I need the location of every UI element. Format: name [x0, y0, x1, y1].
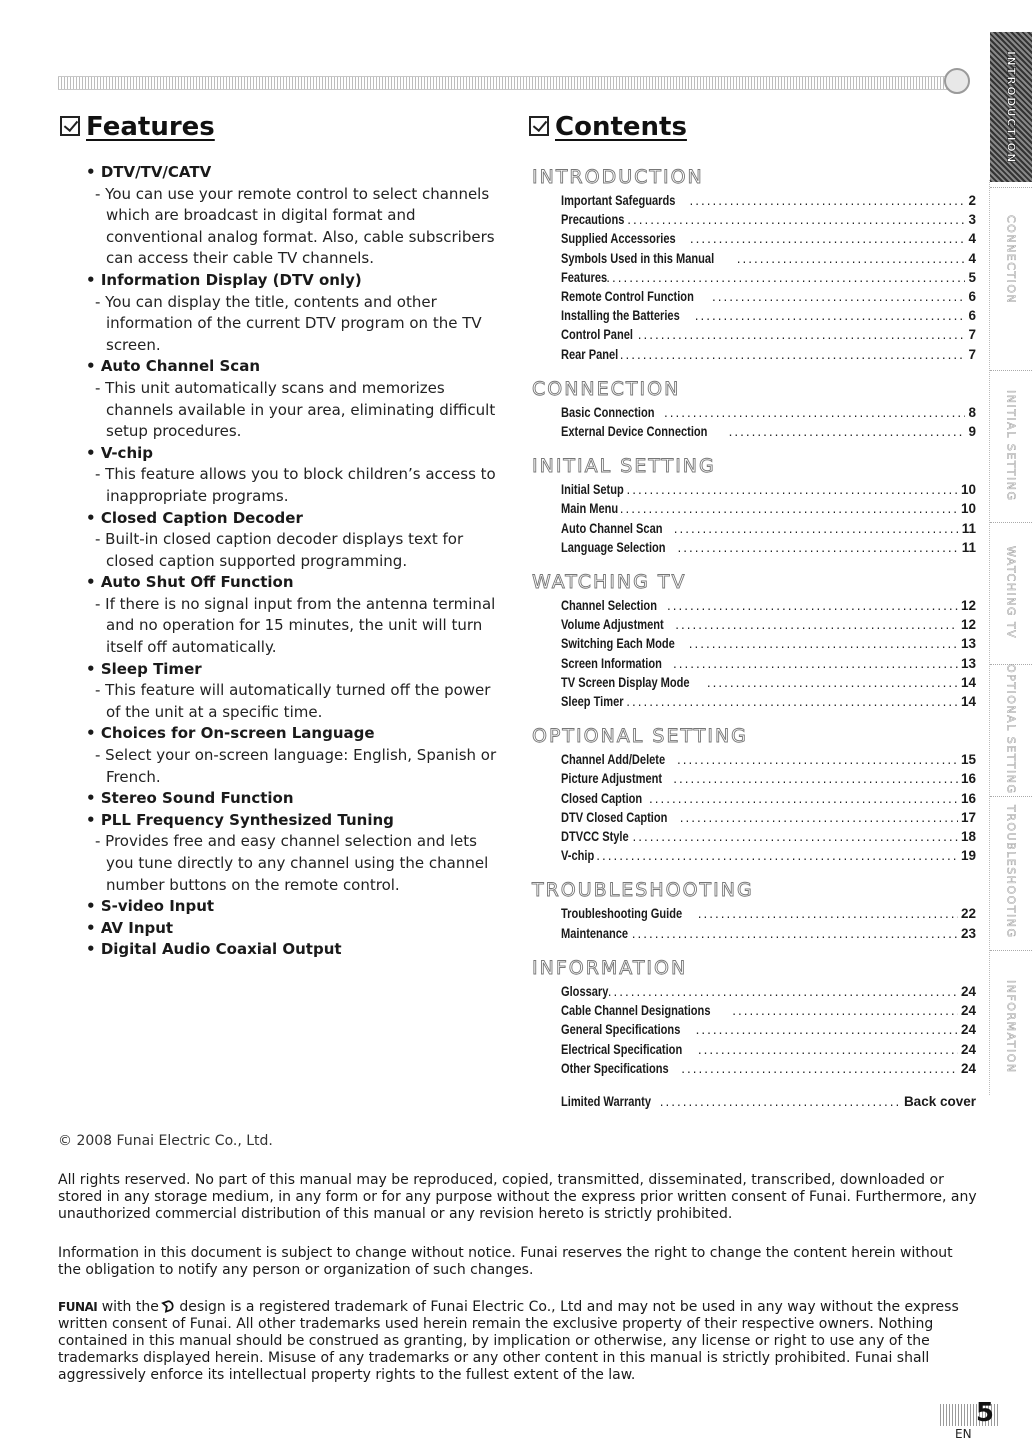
toc-entry[interactable]: [532, 499, 976, 518]
toc-entry-page: 14: [960, 674, 976, 690]
toc-leader-dots: [620, 499, 958, 518]
toc-entry-page: 11: [961, 520, 976, 536]
side-tabs: [986, 32, 1032, 1102]
toc-entry[interactable]: [532, 306, 976, 325]
toc-leader-dots: [696, 1020, 958, 1039]
toc-entry[interactable]: [532, 769, 976, 788]
toc-entry-title: Other Specifications: [561, 1060, 669, 1076]
side-tab-troubleshooting[interactable]: [990, 796, 1032, 946]
toc-entry-title: Electrical Specification: [561, 1041, 683, 1057]
notice-paragraph: Information in this document is subject to change without notice. Funai reserves the right to change the content herein without the obligation to notify any person or organization of such changes.: [58, 1245, 953, 1278]
feature-description: - If there is no signal input from the antenna terminal and no operation for 15 minutes, the unit will turn itself off automatically.: [95, 594, 496, 657]
side-tab-label: INFORMATION: [1004, 979, 1018, 1074]
toc-entry-title: Sleep Timer: [561, 694, 624, 710]
toc-entry[interactable]: [532, 268, 976, 287]
toc-entry-page: 16: [960, 771, 976, 787]
toc-entry[interactable]: [532, 654, 976, 673]
toc-leader-dots: [674, 519, 959, 538]
toc-section-heading: INFORMATION: [532, 956, 688, 979]
toc-entry-title: Cable Channel Designations: [561, 1003, 711, 1019]
toc-entry-page: 10: [960, 482, 976, 498]
toc-entry[interactable]: [532, 1020, 976, 1039]
checkbox-icon: [60, 116, 80, 136]
toc-entry-page: 24: [960, 1003, 976, 1019]
feature-title: • Auto Shut Off Function: [86, 572, 506, 594]
rights-paragraph: All rights reserved. No part of this manual may be reproduced, copied, transmitted, disseminated, transcribed, downloaded or stored in any storage medium, in any form or for any purpose without the express prior written consent of Funai. Furthermore, any unauthorized commercial distribution of this manual or any revision hereto is strictly prohibited.: [58, 1172, 977, 1222]
feature-title: • Choices for On-screen Language: [86, 723, 506, 745]
toc-entry-title: Rear Panel: [561, 346, 619, 362]
feature-title: • AV Input: [86, 918, 506, 940]
feature-description: - This feature allows you to block children’s access to inappropriate programs.: [95, 465, 496, 505]
toc-section: [532, 876, 976, 942]
copyright: © 2008 Funai Electric Co., Ltd.: [58, 1133, 273, 1149]
toc-leader-dots: [698, 904, 958, 923]
feature-title: • Closed Caption Decoder: [86, 508, 506, 530]
toc-entry-page: 17: [960, 809, 976, 825]
toc-entry[interactable]: [532, 846, 976, 865]
feature-title: • Auto Channel Scan: [86, 356, 506, 378]
toc-entry[interactable]: [532, 191, 976, 210]
toc-entry-title: Symbols Used in this Manual: [561, 250, 715, 266]
toc-entry-page: 15: [960, 752, 976, 768]
toc-entry-title: TV Screen Display Mode: [561, 674, 690, 690]
toc-section-heading: OPTIONAL SETTING: [532, 725, 748, 748]
toc-entry-title: Channel Selection: [561, 598, 657, 614]
feature-title: • Digital Audio Coaxial Output: [86, 939, 506, 961]
toc-entry-page: 6: [968, 308, 976, 324]
side-tab-connection[interactable]: [990, 187, 1032, 332]
feature-title: • S-video Input: [86, 896, 506, 918]
toc-leader-dots: [690, 229, 966, 248]
toc-entry-page: 6: [968, 289, 976, 305]
toc-entry-title: Troubleshooting Guide: [561, 906, 683, 922]
toc-entry-page: 13: [960, 636, 976, 652]
toc-section-heading: TROUBLESHOOTING: [532, 879, 754, 902]
toc-entry[interactable]: [532, 1001, 976, 1020]
header-rule: [58, 76, 958, 90]
toc-leader-dots: [673, 654, 958, 673]
side-tab-label: WATCHING TV: [1004, 545, 1018, 640]
toc-entry-title: General Specifications: [561, 1022, 681, 1038]
toc-leader-dots: [681, 1059, 958, 1078]
toc-entry-title: Remote Control Function: [561, 289, 694, 305]
side-tab-label: INITIAL SETTING: [1004, 389, 1018, 502]
toc-entry[interactable]: [532, 1059, 976, 1078]
toc-entry-page: 9: [968, 424, 976, 440]
funai-logo-icon: ᗤ: [160, 1297, 178, 1317]
feature-description: - You can display the title, contents and other information of the current DTV program on the TV screen.: [95, 292, 482, 354]
toc-entry-title: Initial Setup: [561, 482, 624, 498]
toc-entry[interactable]: [532, 538, 976, 557]
side-tab-label: TROUBLESHOOTING: [1004, 804, 1018, 939]
toc-leader-dots: [608, 982, 958, 1001]
toc-entry-title: DTV Closed Caption: [561, 809, 668, 825]
toc-entry-title: Auto Channel Scan: [561, 520, 663, 536]
toc-entry-page: 18: [960, 829, 976, 845]
feature-description: - Select your on-screen language: English, Spanish or French.: [95, 746, 497, 786]
toc-leader-dots: [675, 615, 958, 634]
toc-leader-dots: [677, 750, 958, 769]
toc-entry[interactable]: [532, 403, 976, 422]
feature-title: • PLL Frequency Synthesized Tuning: [86, 810, 506, 832]
toc-leader-dots: [664, 403, 965, 422]
toc-leader-dots: [638, 325, 966, 344]
toc-entry-page: Back cover: [903, 1093, 976, 1109]
page-language: EN: [955, 1427, 972, 1441]
toc-leader-dots: [627, 210, 965, 229]
side-tab-label: OPTIONAL SETTING: [1004, 664, 1018, 795]
toc-section-heading: INTRODUCTION: [532, 166, 704, 188]
toc-entry[interactable]: [532, 789, 976, 808]
toc-entry-title: Glossary: [561, 983, 609, 999]
toc-leader-dots: [606, 268, 965, 287]
toc-entry[interactable]: [532, 634, 976, 653]
toc-entry[interactable]: [532, 345, 976, 364]
toc-entry[interactable]: [532, 249, 976, 268]
toc-leader-dots: [689, 634, 958, 653]
toc-leader-dots: [660, 1092, 901, 1111]
toc-leader-dots: [680, 808, 958, 827]
side-tab-initial-setting[interactable]: [990, 370, 1032, 520]
toc-entry-title: Channel Add/Delete: [561, 752, 666, 768]
toc-entry-page: 4: [968, 250, 976, 266]
toc-leader-dots: [712, 287, 965, 306]
toc-entry-page: 8: [968, 404, 976, 420]
toc-entry-title: DTVCC Style: [561, 829, 629, 845]
toc-entry-page: 11: [961, 539, 976, 555]
toc-entry-title: Switching Each Mode: [561, 636, 675, 652]
toc-entry-title: External Device Connection: [561, 424, 708, 440]
toc-entry-title: Main Menu: [561, 501, 619, 517]
toc-entry-page: 7: [968, 346, 976, 362]
toc-entry-page: 12: [960, 598, 976, 614]
toc-entry-page: 24: [960, 1060, 976, 1076]
toc-entry-title: Control Panel: [561, 327, 633, 343]
toc-entry-title: Basic Connection: [561, 404, 655, 420]
side-tab-information[interactable]: [990, 950, 1032, 1102]
contents-title: Contents: [529, 112, 687, 142]
toc-entry-title: Precautions: [561, 212, 625, 228]
toc-leader-dots: [732, 1001, 958, 1020]
features-title: Features: [60, 112, 215, 142]
toc-entry-title: Picture Adjustment: [561, 771, 663, 787]
trademark-paragraph: FUNAI with the ᗤ design is a registered trademark of Funai Electric Co., Ltd and may not be used in any way without the express written consent of Funai. All other trademarks used herein remain the exclusive property of their respective owners. Nothing contained in this manual should be construed as granting, by implication or otherwise, any license or right to use any of the trademarks displayed herein. Misuse of any trademarks or any other content in this manual is strictly prohibited. Funai shall aggressively enforce its intellectual property rights to the fullest extent of the law.: [58, 1297, 959, 1383]
toc-entry-title: Screen Information: [561, 655, 662, 671]
header-rule-cap: [944, 68, 970, 94]
toc-entry[interactable]: [532, 904, 976, 923]
toc-entry[interactable]: [532, 827, 976, 846]
toc-leader-dots: [695, 306, 966, 325]
page-number: 5: [940, 1404, 1000, 1426]
toc-entry-page: 2: [968, 193, 976, 208]
toc-leader-dots: [667, 596, 958, 615]
toc-entry-title: Installing the Batteries: [561, 308, 680, 324]
toc-entry-page: 5: [968, 269, 976, 285]
toc-entry-title: Limited Warranty: [561, 1093, 652, 1109]
toc-entry-page: 10: [960, 501, 976, 517]
contents-list: [532, 163, 976, 1111]
features-list: [86, 162, 506, 961]
toc-entry-title: Language Selection: [561, 539, 666, 555]
toc-section: [532, 452, 976, 557]
toc-entry-title: Supplied Accessories: [561, 231, 676, 247]
toc-section-heading: INITIAL SETTING: [532, 455, 716, 478]
toc-leader-dots: [620, 345, 966, 364]
toc-entry-page: 24: [960, 1022, 976, 1038]
toc-leader-dots: [678, 538, 959, 557]
toc-leader-dots: [649, 789, 958, 808]
toc-leader-dots: [627, 480, 958, 499]
toc-entry-title: Features: [561, 269, 608, 285]
toc-section-heading: CONNECTION: [532, 377, 681, 400]
toc-leader-dots: [633, 827, 958, 846]
toc-entry-page: 13: [960, 655, 976, 671]
feature-description: - Built-in closed caption decoder displays text for closed caption supported programming.: [95, 530, 464, 570]
toc-section: [532, 954, 976, 1078]
toc-entry[interactable]: [532, 596, 976, 615]
side-tab-watching-tv[interactable]: [990, 522, 1032, 662]
feature-title: • Sleep Timer: [86, 659, 506, 681]
toc-entry-title: Maintenance: [561, 925, 629, 941]
side-tab-label: CONNECTION: [1004, 215, 1018, 305]
toc-entry[interactable]: [532, 924, 976, 943]
toc-entry[interactable]: [532, 615, 976, 634]
side-tab-label: INTRODUCTION: [1004, 50, 1018, 164]
toc-entry[interactable]: [532, 480, 976, 499]
toc-entry[interactable]: [532, 229, 976, 248]
feature-title: • Information Display (DTV only): [86, 270, 506, 292]
toc-entry-page: 23: [960, 925, 976, 941]
funai-brand: FUNAI: [58, 1300, 98, 1314]
toc-entry-page: 16: [960, 790, 976, 806]
toc-entry-page: 3: [968, 212, 976, 228]
toc-entry[interactable]: [532, 325, 976, 344]
toc-entry[interactable]: [532, 750, 976, 769]
toc-entry[interactable]: [532, 673, 976, 692]
toc-section: [532, 722, 976, 865]
toc-entry-page: 19: [960, 848, 976, 864]
toc-entry-title: Volume Adjustment: [561, 617, 664, 633]
toc-entry[interactable]: [532, 287, 976, 306]
toc-entry-title: Important Safeguards: [561, 193, 676, 208]
toc-entry-title: Closed Caption: [561, 790, 643, 806]
toc-entry[interactable]: [532, 982, 976, 1001]
checkbox-icon: [529, 116, 549, 136]
toc-leader-dots: [698, 1040, 958, 1059]
toc-leader-dots: [673, 769, 958, 788]
toc-leader-dots: [707, 673, 958, 692]
toc-leader-dots: [591, 846, 958, 865]
feature-title: • V-chip: [86, 443, 506, 465]
feature-description: - You can use your remote control to select channels which are broadcast in digital format and conventional analog format. Also, cable subscribers can access their cable TV channels.: [95, 184, 495, 268]
feature-title: • Stereo Sound Function: [86, 788, 506, 810]
toc-entry[interactable]: [532, 422, 976, 441]
toc-entry-page: 14: [960, 694, 976, 710]
toc-section: [532, 163, 976, 364]
toc-entry-page: 24: [960, 983, 976, 999]
toc-section: [532, 568, 976, 711]
toc-entry-page: 22: [960, 906, 976, 922]
toc-entry[interactable]: [532, 1040, 976, 1059]
toc-leader-dots: [690, 191, 966, 210]
toc-entry-title: V-chip: [561, 848, 595, 864]
toc-entry[interactable]: [532, 1092, 976, 1111]
feature-title: • DTV/TV/CATV: [86, 162, 506, 184]
toc-section: [532, 375, 976, 441]
side-tab-optional-setting[interactable]: [990, 664, 1032, 794]
toc-entry-page: 7: [968, 327, 976, 343]
toc-entry[interactable]: [532, 808, 976, 827]
toc-entry-page: 4: [968, 231, 976, 247]
feature-description: - This feature will automatically turned off the power of the unit at a specific time.: [95, 681, 491, 721]
toc-entry[interactable]: [532, 210, 976, 229]
toc-leader-dots: [737, 249, 966, 268]
toc-entry[interactable]: [532, 519, 976, 538]
feature-description: - Provides free and easy channel selection and lets you tune directly to any channel using the channel number buttons on the remote control.: [95, 832, 489, 894]
feature-description: - This unit automatically scans and memorizes channels available in your area, eliminating difficult setup procedures.: [95, 378, 496, 441]
toc-entry-page: 12: [960, 617, 976, 633]
toc-entry-page: 24: [960, 1041, 976, 1057]
toc-leader-dots: [729, 422, 966, 441]
toc-leader-dots: [632, 924, 958, 943]
toc-leader-dots: [626, 692, 958, 711]
toc-entry[interactable]: [532, 692, 976, 711]
side-tab-introduction[interactable]: [990, 32, 1032, 182]
toc-section-heading: WATCHING TV: [532, 571, 687, 594]
